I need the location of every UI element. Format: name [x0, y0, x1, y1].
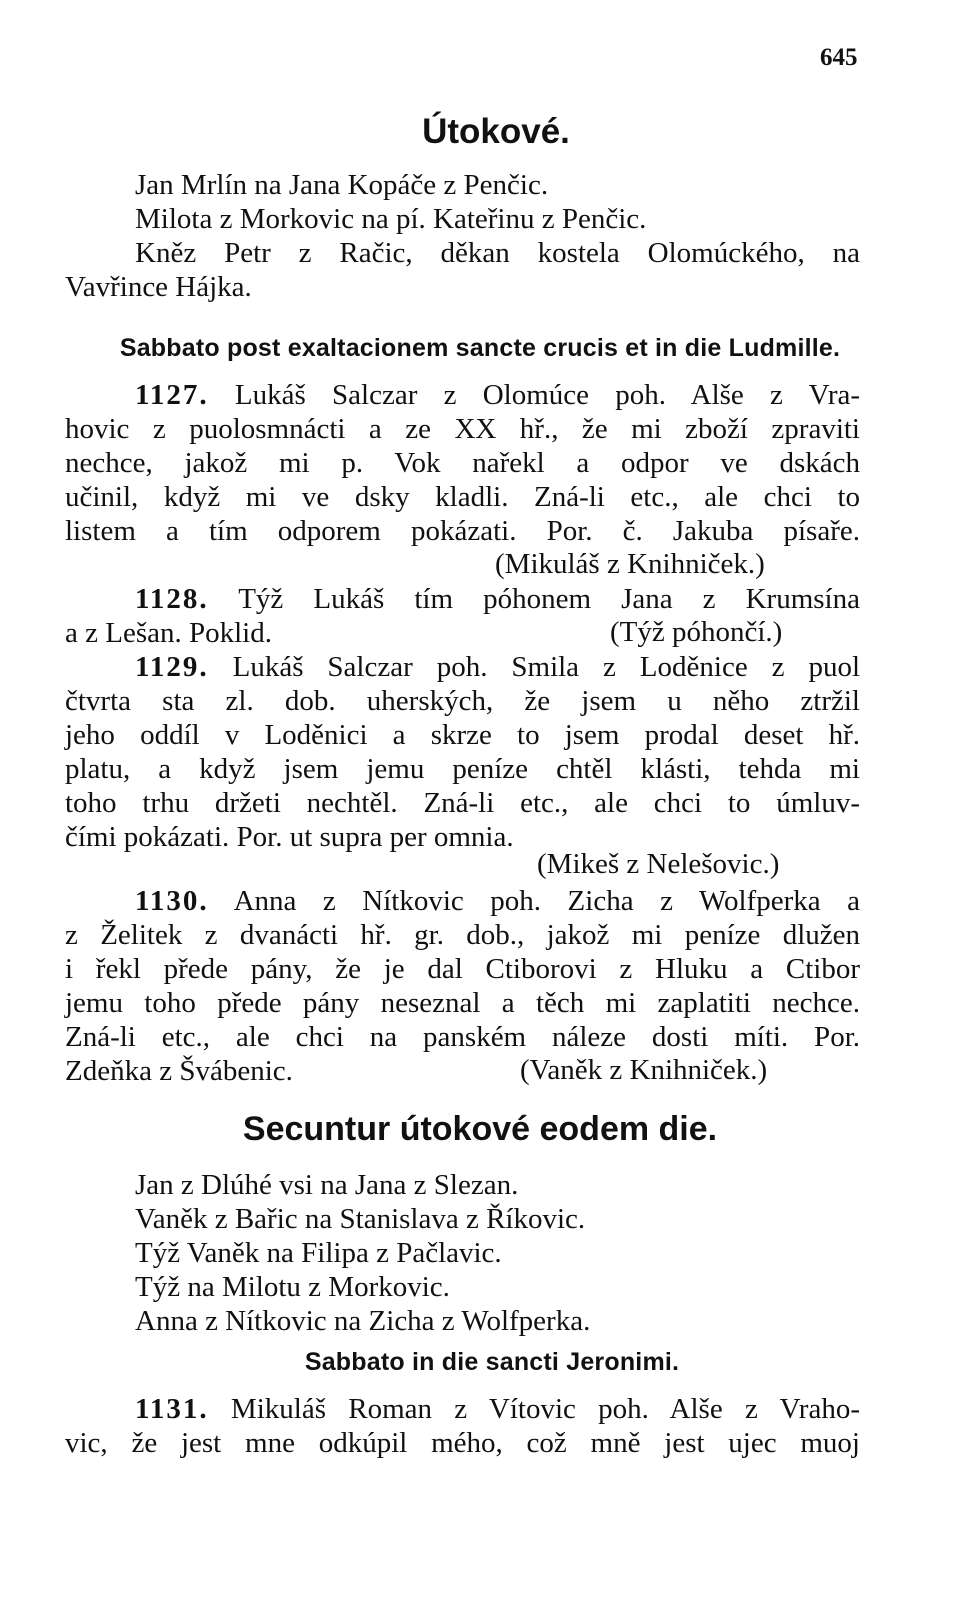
text-line: listem a tím odporem pokázati. Por. č. Jakuba písaře.: [65, 515, 860, 547]
scribe-signature: (Vaněk z Knihniček.): [520, 1054, 768, 1086]
text-line: platu, a když jsem jemu peníze chtěl klásti, tehda mi: [65, 753, 860, 785]
text-line: učinil, když mi ve dsky kladli. Zná-li etc., ale chci to: [65, 481, 860, 513]
text-line: Kněz Petr z Račic, děkan kostela Olomúckého, na: [135, 237, 860, 269]
page-number: 645: [820, 44, 858, 71]
entry-1131-first-line: [135, 1392, 860, 1426]
text-line: z Želitek z dvanácti hř. gr. dob., jakož mi peníze dlužen: [65, 919, 860, 951]
text-line: Jan z Dlúhé vsi na Jana z Slezan.: [135, 1169, 519, 1201]
scribe-signature: (Mikeš z Nelešovic.): [537, 848, 780, 880]
text-line: Zdeňka z Švábenic.: [65, 1055, 293, 1087]
date-subheading: Sabbato post exaltacionem sancte crucis et in die Ludmille.: [119, 334, 841, 362]
text-line: toho trhu držeti nechtěl. Zná-li etc., ale chci to úmluv-: [65, 787, 860, 819]
text-line: Vaněk z Bařic na Stanislava z Říkovic.: [135, 1203, 586, 1235]
text-line: Anna z Nítkovic na Zicha z Wolfperka.: [135, 1305, 591, 1337]
scribe-signature: (Mikuláš z Knihniček.): [495, 548, 765, 580]
section-heading-secuntur: Secuntur útokové eodem die.: [242, 1110, 718, 1148]
text-line: Týž Vaněk na Filipa z Pačlavic.: [135, 1237, 502, 1269]
section-heading-utokove: Útokové.: [422, 112, 570, 151]
text-line: hovic z puolosmnácti a ze XX hř., že mi zboží zpraviti: [65, 413, 860, 445]
entry-number: 1131.: [135, 1393, 209, 1425]
entry-text: Anna z Nítkovic poh. Zicha z Wolfperka a: [233, 885, 860, 917]
entry-1127-first-line: [135, 378, 860, 412]
entry-text: Lukáš Salczar poh. Smila z Loděnice z puol: [232, 651, 861, 683]
entry-1130-first-line: [135, 884, 860, 918]
entry-text: Lukáš Salczar z Olomúce poh. Alše z Vra-: [234, 379, 861, 411]
entry-1129-first-line: [135, 650, 860, 684]
text-line: Vavřince Hájka.: [65, 271, 252, 303]
text-line: vic, že jest mne odkúpil mého, což mně jest ujec muoj: [65, 1427, 860, 1459]
entry-1128-first-line: [135, 582, 860, 616]
text-line: Jan Mrlín na Jana Kopáče z Penčic.: [135, 169, 549, 201]
text-line: Milota z Morkovic na pí. Kateřinu z Penčic.: [135, 203, 647, 235]
scribe-signature: (Týž póhončí.): [610, 616, 783, 648]
entry-number: 1130.: [135, 885, 209, 917]
entry-number: 1127.: [135, 379, 209, 411]
text-line: Týž na Milotu z Morkovic.: [135, 1271, 450, 1303]
entry-text: Týž Lukáš tím póhonem Jana z Krumsína: [238, 583, 860, 615]
entry-number: 1129.: [135, 651, 209, 683]
text-line: čtvrta sta zl. dob. uherských, že jsem u něho ztržil: [65, 685, 860, 717]
entry-number: 1128.: [135, 583, 209, 615]
text-line: čími pokázati. Por. ut supra per omnia.: [65, 821, 514, 853]
text-line: Zná-li etc., ale chci na panském náleze dosti míti. Por.: [65, 1021, 860, 1053]
text-line: nechce, jakož mi p. Vok nařekl a odpor ve dskách: [65, 447, 860, 479]
text-line: jemu toho přede pány neseznal a těch mi zaplatiti nechce.: [65, 987, 860, 1019]
text-line: i řekl přede pány, že je dal Ctiborovi z Hluku a Ctibor: [65, 953, 860, 985]
entry-text: Mikuláš Roman z Vítovic poh. Alše z Vraho-: [230, 1393, 860, 1425]
text-line: a z Lešan. Poklid.: [65, 617, 272, 649]
text-line: jeho oddíl v Loděnici a skrze to jsem prodal deset hř.: [65, 719, 860, 751]
date-subheading: Sabbato in die sancti Jeronimi.: [304, 1348, 680, 1376]
